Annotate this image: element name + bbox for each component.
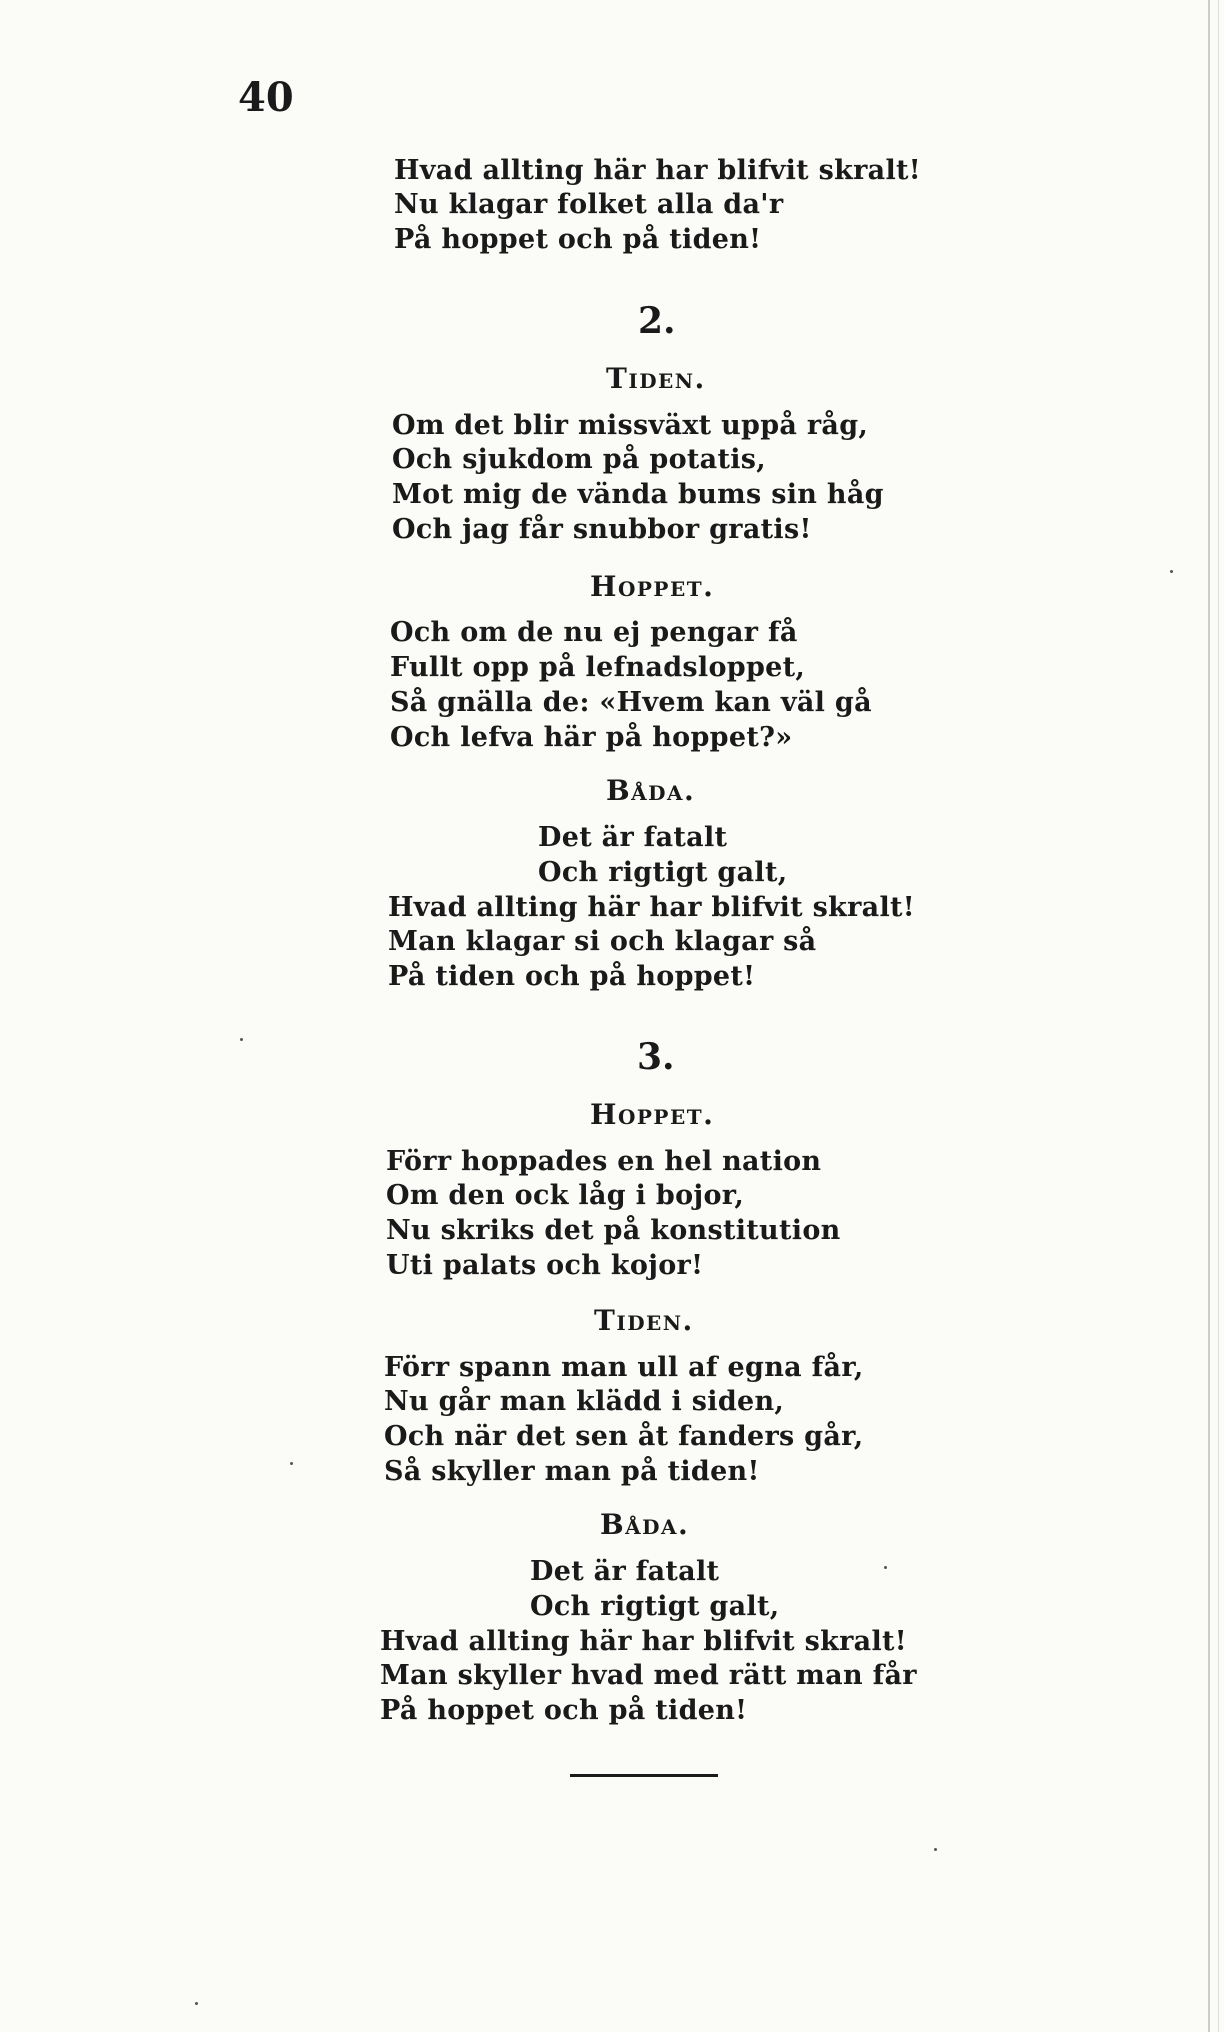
verse-line: Och sjukdom på potatis, xyxy=(392,444,767,475)
scan-speck xyxy=(884,1566,887,1569)
verse-line: På hoppet och på tiden! xyxy=(380,1695,748,1726)
verse-line: Man skyller hvad med rätt man får xyxy=(380,1660,917,1691)
speaker-heading: Hoppet. xyxy=(590,1098,715,1131)
verse-line: Nu skriks det på konstitution xyxy=(386,1215,841,1246)
scan-speck xyxy=(934,1848,937,1851)
verse-line: Och rigtigt galt, xyxy=(530,1591,780,1622)
speaker-heading: Båda. xyxy=(606,774,696,807)
verse-line: På tiden och på hoppet! xyxy=(388,961,756,992)
verse-line: Och om de nu ej pengar få xyxy=(390,617,798,648)
verse-line: Nu klagar folket alla da'r xyxy=(394,189,784,220)
section-number: 2. xyxy=(638,300,676,342)
verse-line: Det är fatalt xyxy=(538,822,728,853)
scan-speck xyxy=(1170,570,1173,573)
verse-line: Man klagar si och klagar så xyxy=(388,926,817,957)
verse-line: Mot mig de vända bums sin håg xyxy=(392,479,884,510)
verse-line: Uti palats och kojor! xyxy=(386,1250,704,1281)
verse-line: Förr spann man ull af egna får, xyxy=(384,1352,864,1383)
verse-line: Och lefva här på hoppet?» xyxy=(390,722,793,753)
verse-line: På hoppet och på tiden! xyxy=(394,224,762,255)
verse-line: Och när det sen åt fanders går, xyxy=(384,1421,864,1452)
speaker-heading: Båda. xyxy=(600,1508,690,1541)
scan-speck xyxy=(240,1038,243,1041)
verse-line: Om den ock låg i bojor, xyxy=(386,1180,745,1211)
end-rule xyxy=(570,1774,718,1777)
scan-speck xyxy=(195,2002,198,2005)
page-number: 40 xyxy=(238,74,294,121)
speaker-heading: Hoppet. xyxy=(590,570,715,603)
verse-line: Så gnälla de: «Hvem kan väl gå xyxy=(390,687,872,718)
scan-speck xyxy=(290,1462,293,1465)
verse-line: Hvad allting här har blifvit skralt! xyxy=(380,1626,907,1657)
page-edge-inner xyxy=(1218,0,1219,2032)
section-number: 3. xyxy=(637,1036,675,1078)
verse-line: Nu går man klädd i siden, xyxy=(384,1386,785,1417)
speaker-heading: Tiden. xyxy=(594,1304,694,1337)
verse-line: Och rigtigt galt, xyxy=(538,857,788,888)
speaker-heading: Tiden. xyxy=(606,362,706,395)
verse-line: Om det blir missväxt uppå råg, xyxy=(392,410,869,441)
verse-line: Hvad allting här har blifvit skralt! xyxy=(394,155,921,186)
verse-line: Fullt opp på lefnadsloppet, xyxy=(390,652,806,683)
verse-line: Förr hoppades en hel nation xyxy=(386,1146,822,1177)
page-edge xyxy=(1208,0,1210,2032)
verse-line: Hvad allting här har blifvit skralt! xyxy=(388,892,915,923)
verse-line: Och jag får snubbor gratis! xyxy=(392,514,812,545)
verse-line: Det är fatalt xyxy=(530,1556,720,1587)
verse-line: Så skyller man på tiden! xyxy=(384,1456,760,1487)
